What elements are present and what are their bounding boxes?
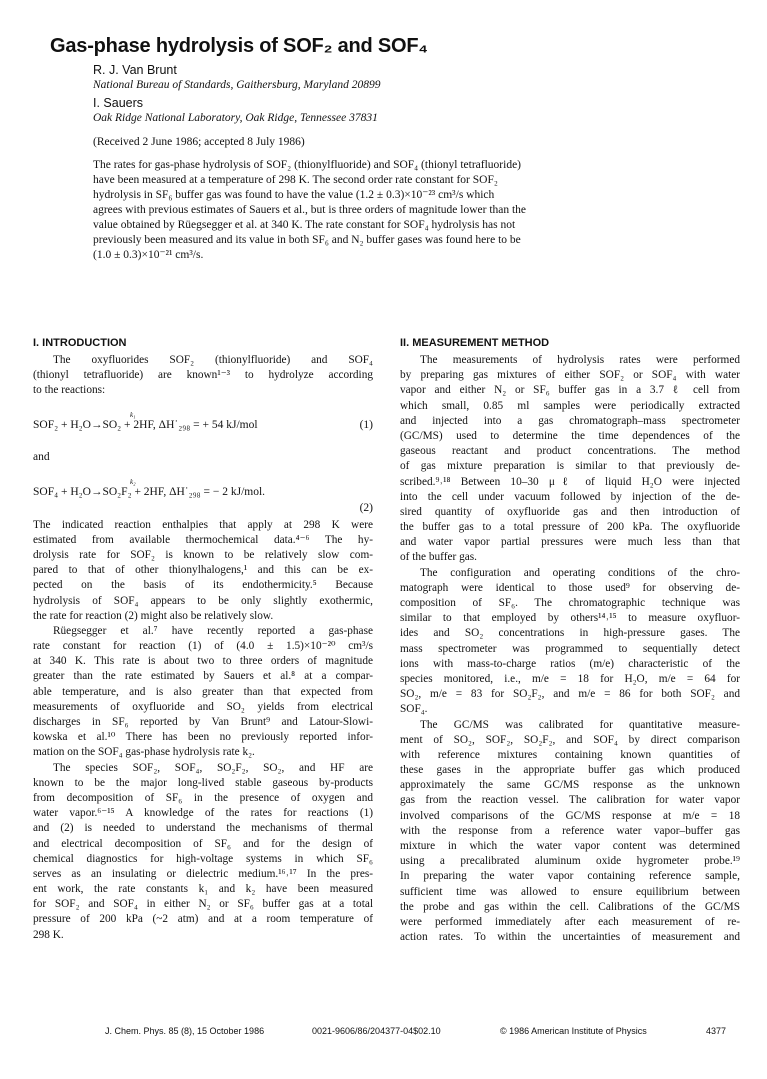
text-line: to the reactions: [33, 384, 106, 397]
text-line: (GC/MS) used to determine the time dependences of the [400, 429, 740, 442]
text-line: drolysis rate for SOF₂ is known to be relatively slow com- [33, 548, 373, 561]
text-line: In preparing the water vapor containing reference sample, [400, 870, 740, 883]
rate-constant-label: k₁ [130, 410, 136, 419]
text-line: pected on the basis of its endothermicity.⁵ Because [33, 579, 373, 592]
equation-text: SOF₂ + H₂O→SO₂ + 2HF, ΔH˙₂₉₈ = + 54 kJ/mol [33, 418, 258, 431]
text-line: The species SOF₂, SOF₄, SO₂F₂, SO₂, and HF are [53, 761, 373, 774]
text-line: able temperature, and is also greater than that expected from [33, 685, 373, 698]
text-line: discharges in SF₆ reported by Van Brunt⁹ and Latour-Slowi- [33, 716, 373, 728]
text-line: and [33, 450, 50, 463]
equation-number: (1) [359, 418, 373, 431]
text-line: from decomposition of SF₆ in the presence of oxygen and [33, 791, 373, 804]
copyright: © 1986 American Institute of Physics [500, 1026, 647, 1036]
text-line: and (2) is needed to understand the mechanisms of thermal [33, 822, 373, 835]
section-heading: II. MEASUREMENT METHOD [400, 337, 550, 349]
text-line: SOF₄. [400, 703, 428, 716]
text-line: measurements of oxyfluoride and SO₂ yields from electrical [33, 700, 373, 713]
text-line: The oxyfluorides SOF₂ (thionylfluoride) and SOF₄ [53, 354, 373, 366]
text-line: similar to that employed by others¹⁴˒¹⁵ to measure oxyfluor- [400, 612, 740, 625]
text-line: ides and SO₂ concentrations in high-pressure gases. The [400, 627, 740, 640]
text-line: of the buffer gas. [400, 551, 477, 564]
text-line: (thionyl tetrafluoride) are known¹⁻³ to hydrolyze according [33, 369, 373, 382]
equation-1 [33, 411, 373, 435]
text-line: at 340 K. This rate is about two to three orders of magnitude [33, 655, 373, 668]
text-line: the probe and gas within the cell. Calibrations of the GC/MS [400, 900, 740, 913]
page-footer [0, 1026, 767, 1040]
left-column [33, 336, 373, 943]
text-line: SO₂, m/e = 83 for SO₂F₂, and m/e = 86 for both SOF₂ and [400, 688, 740, 701]
abstract-line: have been measured at a temperature of 298 K. The second order rate constant for SOF₂ [93, 174, 498, 186]
text-line: composition of SF₆. The chromatographic technique was [400, 597, 740, 609]
text-line: were performed immediately after each measurement of re- [400, 915, 740, 928]
text-line: using a precalibrated aluminum oxide hygrometer probe.¹⁹ [400, 855, 740, 868]
text-line: greater than the rate estimated by Sauers et al.⁸ at a compar- [33, 670, 373, 683]
text-line: matograph were identical to those used⁹ for observing de- [400, 581, 740, 594]
text-line: these gases in the appropriate buffer gas which produced [400, 764, 740, 777]
text-line: with the response from a reference water vapor–buffer gas [400, 824, 740, 837]
right-column [400, 336, 740, 945]
text-line: by preparing gas mixtures of either SOF₂ or SOF₄ with water [400, 369, 740, 382]
left-body [33, 518, 373, 943]
text-line: of gas mixture preparation is similar to that previously de- [400, 460, 740, 473]
text-line: ions with mass-to-charge ratios (m/e) characteristic of the [400, 657, 740, 670]
text-line: pared to that of other thionylhalogens,¹ and this can be ex- [33, 564, 373, 577]
text-line: species monitored, i.e., m/e = 18 for H₂O, m/e = 64 for [400, 672, 740, 685]
text-line: Rüegsegger et al.⁷ have recently reported a gas-phase [53, 624, 373, 637]
text-line: gaseous reactant and product concentrations. The method [400, 445, 740, 458]
text-line: the buffer gas to a total pressure of 200 kPa. The oxyfluoride [400, 521, 740, 534]
abstract-line: value obtained by Rüegsegger et al. at 340 K. The rate constant for SOF₄ hydrolysis has not [93, 219, 516, 231]
text-line: pressure of 200 kPa (~2 atm) and at a room temperature of [33, 913, 373, 926]
text-line: water vapor.⁶⁻¹⁵ A knowledge of the rates for reactions (1) [33, 807, 373, 820]
page-number: 4377 [706, 1026, 727, 1036]
text-line: The configuration and operating conditions of the chro- [420, 566, 740, 579]
text-line: kowska et al.¹⁰ There has been no previously reported infor- [33, 731, 373, 744]
text-line: gas from the reaction vessel. The calibration for water vapor [400, 794, 740, 807]
equation-text: SOF₄ + H₂O→SO₂F₂ + 2HF, ΔH˙₂₉₈ = − 2 kJ/mol. [33, 485, 266, 498]
text-line: mation on the SOF₄ gas-phase hydrolysis rate k₂. [33, 746, 255, 759]
abstract-line: previously been measured and its value in both SF₆ and N₂ buffer gases was found here to be [93, 234, 521, 246]
text-line: into the cell under vacuum followed by injection of the de- [400, 490, 740, 503]
text-line: estimated from available thermochemical data.⁴⁻⁶ The hy- [33, 533, 373, 546]
text-line: action rates. To within the uncertainties of measurement and [400, 931, 740, 944]
equation-number: (2) [359, 501, 373, 514]
text-line: The indicated reaction enthalpies that apply at 298 K were [33, 518, 373, 531]
text-line: which small, 0.85 ml samples were periodically extracted [400, 399, 740, 412]
text-line: and injected into a gas chromatograph–mass spectrometer [400, 414, 740, 427]
text-line: sufficient time was allowed to ensure equilibrium between [400, 885, 740, 898]
article-code: 0021-9606/86/204377-04$02.10 [312, 1026, 441, 1036]
text-line: vapor and either N₂ or SF₆ buffer gas in a 3.7 ℓ cell from [400, 384, 740, 397]
right-body [400, 353, 740, 945]
text-line: and electrical decomposition of SF₆ and for the design of [33, 837, 373, 850]
equation-2 [33, 478, 373, 502]
text-line: The measurements of hydrolysis rates were performed [420, 354, 740, 366]
text-line: with reference mixtures containing known quantities of [400, 748, 740, 761]
rate-constant-label: k₂ [130, 477, 136, 486]
text-line: hydrolysis of SOF₄ appears to be only slightly exothermic, [33, 594, 373, 607]
author-affiliation: National Bureau of Standards, Gaithersburg, Maryland 20899 [93, 79, 381, 91]
text-line: serves as an insulating or dielectric medium.¹⁶˒¹⁷ In the pres- [33, 867, 373, 880]
text-line: scribed.⁹˒¹⁸ Between 10–30 μℓ of liquid H₂O were injected [400, 475, 740, 488]
text-line: chemical diagnostics for high-voltage systems in which SF₆ [33, 852, 373, 865]
text-line: The GC/MS was calibrated for quantitative measure- [420, 718, 740, 731]
abstract-line: (1.0 ± 0.3)×10⁻²¹ cm³/s. [93, 249, 204, 261]
author-name: R. J. Van Brunt [93, 63, 177, 77]
text-line: 298 K. [33, 928, 64, 941]
text-line: sired quantity of oxyfluoride gas and then introduction of [400, 505, 740, 518]
text-line: mass spectrometer was programmed to sequentially detect [400, 642, 740, 655]
author-name: I. Sauers [93, 96, 144, 110]
journal-citation: J. Chem. Phys. 85 (8), 15 October 1986 [105, 1026, 265, 1036]
text-line: ent work, the rate constants k₁ and k₂ have been measured [33, 883, 373, 896]
author-affiliation: Oak Ridge National Laboratory, Oak Ridge, Tennessee 37831 [93, 112, 378, 124]
text-line: known to be the major long-lived stable gaseous by-products [33, 776, 373, 789]
abstract-line: The rates for gas-phase hydrolysis of SOF₂ (thionylfluoride) and SOF₄ (thionyl tetrafluoride) [93, 159, 522, 171]
text-line: for SOF₂ and SOF₄ in either N₂ or SF₆ buffer gas at a total [33, 898, 373, 911]
text-line: and water vapor partial pressures were much less than that [400, 536, 740, 549]
paper-header [93, 62, 723, 263]
text-line: rate constant for reaction (1) of (4.0 ± 1.5)×10⁻²⁰ cm³/s [33, 640, 373, 653]
text-line: approximately the same GC/MS response as the unknown [400, 779, 740, 792]
abstract-line: hydrolysis in SF₆ buffer gas was found to have the value (1.2 ± 0.3)×10⁻²³ cm³/s which [93, 189, 495, 201]
text-line: mixture in which the water vapor content was determined [400, 840, 740, 852]
text-line: involved comparisons of the GC/MS response at m/e = 18 [400, 809, 740, 822]
paper-title: Gas-phase hydrolysis of SOF₂ and SOF₄ [50, 35, 428, 57]
section-heading: I. INTRODUCTION [33, 337, 127, 349]
received-date: (Received 2 June 1986; accepted 8 July 1986) [93, 136, 305, 148]
text-line: the rate for reaction (2) might also be relatively slow. [33, 609, 274, 622]
text-line: ment of SO₂, SOF₂, SO₂F₂, and SOF₄ by direct comparison [400, 733, 740, 746]
abstract [93, 158, 653, 263]
abstract-line: agrees with previous estimates of Sauers et al., but is three orders of magnitude lower than the [93, 204, 527, 216]
